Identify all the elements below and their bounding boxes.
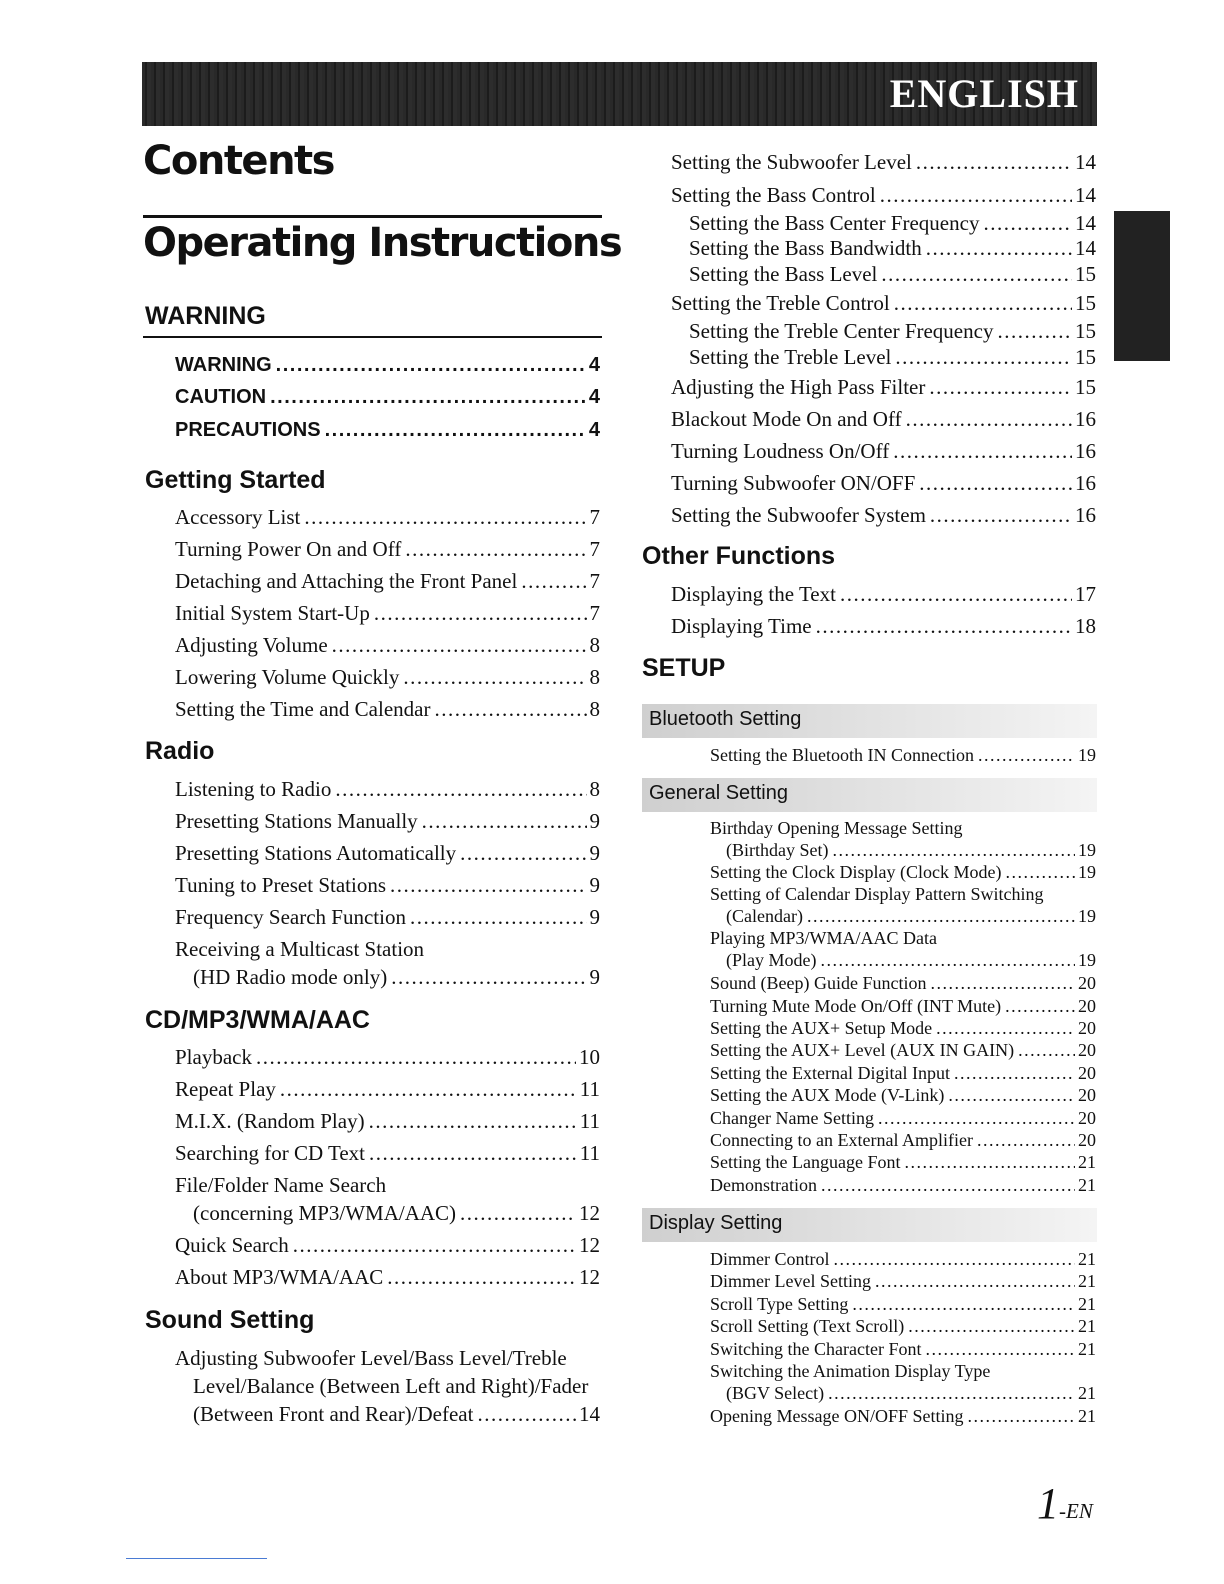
toc-entry[interactable]: Setting the AUX Mode (V-Link) ..... 20 — [710, 1085, 1096, 1106]
toc-entry[interactable]: Setting the Time and Calendar ..... 8 — [175, 697, 600, 722]
toc-entry-lead[interactable]: Adjusting Subwoofer Level/Bass Level/Treble — [175, 1346, 567, 1370]
section-other-functions: Other Functions — [642, 542, 836, 570]
display-setting-title: Display Setting — [649, 1212, 783, 1234]
section-radio: Radio — [145, 737, 215, 765]
toc-entry[interactable]: Setting the External Digital Input ..... 20 — [710, 1063, 1096, 1084]
toc-entry[interactable]: Setting the Treble Center Frequency ..... 15 — [671, 319, 1096, 344]
toc-entry[interactable]: CAUTION ..... 4 — [175, 386, 600, 409]
toc-entry[interactable]: Setting the Language Font ..... 21 — [710, 1152, 1096, 1173]
toc-entry[interactable]: (HD Radio mode only) ..... 9 — [175, 965, 600, 990]
toc-entry[interactable]: Demonstration ..... 21 — [710, 1175, 1096, 1196]
bluetooth-setting-bar — [642, 704, 1097, 738]
toc-entry[interactable]: Turning Subwoofer ON/OFF ..... 16 — [671, 471, 1096, 496]
toc-entry[interactable]: (Play Mode) ..... 19 — [710, 950, 1096, 971]
operating-instructions-heading: Operating Instructions — [143, 220, 622, 266]
toc-entry[interactable]: Lowering Volume Quickly ..... 8 — [175, 665, 600, 690]
toc-entry-lead[interactable]: Receiving a Multicast Station — [175, 937, 425, 961]
toc-entry[interactable]: Dimmer Control ..... 21 — [710, 1249, 1096, 1270]
toc-entry[interactable]: Turning Power On and Off ..... 7 — [175, 537, 600, 562]
toc-entry[interactable]: (Calendar) ..... 19 — [710, 906, 1096, 927]
toc-entry[interactable]: Playback ..... 10 — [175, 1045, 600, 1070]
footer-line — [126, 1558, 267, 1559]
toc-entry[interactable]: Connecting to an External Amplifier ..... 20 — [710, 1130, 1096, 1151]
toc-entry[interactable]: Changer Name Setting ..... 20 — [710, 1108, 1096, 1129]
toc-entry-lead[interactable]: Birthday Opening Message Setting — [710, 818, 963, 838]
toc-entry-lead[interactable]: Setting of Calendar Display Pattern Switching — [710, 884, 1044, 904]
toc-entry[interactable]: Setting the Bluetooth IN Connection ..... 19 — [710, 745, 1096, 766]
toc-entry[interactable]: Adjusting the High Pass Filter ..... 15 — [671, 375, 1096, 400]
toc-entry[interactable]: Scroll Type Setting ..... 21 — [710, 1294, 1096, 1315]
toc-entry[interactable]: Displaying the Text ..... 17 — [671, 582, 1096, 607]
toc-entry[interactable]: Turning Loudness On/Off ..... 16 — [671, 439, 1096, 464]
toc-entry[interactable]: PRECAUTIONS ..... 4 — [175, 419, 600, 442]
toc-entry[interactable]: Dimmer Level Setting ..... 21 — [710, 1271, 1096, 1292]
toc-entry[interactable]: Adjusting Volume ..... 8 — [175, 633, 600, 658]
toc-entry[interactable]: Setting the Bass Level ..... 15 — [671, 262, 1096, 287]
warning-rule — [143, 336, 602, 338]
section-getting-started: Getting Started — [145, 466, 326, 494]
toc-entry[interactable]: Quick Search ..... 12 — [175, 1233, 600, 1258]
language-label: ENGLISH — [889, 71, 1079, 116]
bluetooth-setting-title: Bluetooth Setting — [649, 708, 802, 730]
toc-entry[interactable]: About MP3/WMA/AAC ..... 12 — [175, 1265, 600, 1290]
toc-entry[interactable]: Setting the Subwoofer System ..... 16 — [671, 503, 1096, 528]
section-warning: WARNING — [145, 302, 266, 330]
toc-entry[interactable]: Setting the Subwoofer Level ..... 14 — [671, 150, 1096, 175]
general-setting-title: General Setting — [649, 782, 788, 804]
toc-entry[interactable]: Turning Mute Mode On/Off (INT Mute) ..... 20 — [710, 996, 1096, 1017]
toc-entry[interactable]: Setting the Bass Bandwidth ..... 14 — [671, 236, 1096, 261]
contents-heading: Contents — [143, 138, 334, 184]
toc-entry[interactable]: Blackout Mode On and Off ..... 16 — [671, 407, 1096, 432]
toc-entry[interactable]: Setting the AUX+ Level (AUX IN GAIN) ..... 20 — [710, 1040, 1096, 1061]
toc-entry[interactable]: M.I.X. (Random Play) ..... 11 — [175, 1109, 600, 1134]
toc-entry[interactable]: Opening Message ON/OFF Setting ..... 21 — [710, 1406, 1096, 1427]
toc-entry[interactable]: (Birthday Set) ..... 19 — [710, 840, 1096, 861]
toc-entry[interactable]: Setting the Bass Control ..... 14 — [671, 183, 1096, 208]
toc-entry[interactable]: Presetting Stations Manually ..... 9 — [175, 809, 600, 834]
toc-entry-lead[interactable]: Switching the Animation Display Type — [710, 1361, 991, 1381]
page-number: 1-EN — [1037, 1479, 1093, 1528]
toc-entry[interactable]: Presetting Stations Automatically ..... 9 — [175, 841, 600, 866]
toc-entry[interactable]: Accessory List ..... 7 — [175, 505, 600, 530]
toc-entry[interactable]: Detaching and Attaching the Front Panel ..... 7 — [175, 569, 600, 594]
general-setting-bar — [642, 778, 1097, 812]
toc-entry[interactable]: Initial System Start-Up ..... 7 — [175, 601, 600, 626]
toc-entry[interactable]: Frequency Search Function ..... 9 — [175, 905, 600, 930]
toc-entry[interactable]: Sound (Beep) Guide Function ..... 20 — [710, 973, 1096, 994]
section-setup: SETUP — [642, 654, 726, 682]
toc-entry[interactable]: Setting the Treble Level ..... 15 — [671, 345, 1096, 370]
toc-entry[interactable]: Tuning to Preset Stations ..... 9 — [175, 873, 600, 898]
toc-entry[interactable]: Setting the Treble Control ..... 15 — [671, 291, 1096, 316]
section-cd: CD/MP3/WMA/AAC — [145, 1006, 370, 1034]
toc-entry-lead[interactable]: Level/Balance (Between Left and Right)/Fader — [193, 1374, 589, 1398]
toc-entry[interactable]: Setting the AUX+ Setup Mode ..... 20 — [710, 1018, 1096, 1039]
toc-entry[interactable]: Switching the Character Font ..... 21 — [710, 1339, 1096, 1360]
toc-entry[interactable]: WARNING ..... 4 — [175, 354, 600, 377]
toc-entry-lead[interactable]: File/Folder Name Search — [175, 1173, 387, 1197]
toc-entry-lead[interactable]: Playing MP3/WMA/AAC Data — [710, 928, 937, 948]
toc-entry[interactable]: (BGV Select) ..... 21 — [710, 1383, 1096, 1404]
heading-rule — [143, 215, 602, 218]
toc-entry[interactable]: Setting the Clock Display (Clock Mode) ..... 19 — [710, 862, 1096, 883]
section-sound: Sound Setting — [145, 1306, 315, 1334]
section-thumb-tab — [1114, 211, 1170, 361]
toc-entry[interactable]: (concerning MP3/WMA/AAC) ..... 12 — [175, 1201, 600, 1226]
toc-entry[interactable]: Setting the Bass Center Frequency ..... 14 — [671, 211, 1096, 236]
toc-entry[interactable]: Searching for CD Text ..... 11 — [175, 1141, 600, 1166]
toc-entry[interactable]: Listening to Radio ..... 8 — [175, 777, 600, 802]
toc-entry[interactable]: Repeat Play ..... 11 — [175, 1077, 600, 1102]
display-setting-bar — [642, 1208, 1097, 1242]
language-banner — [142, 62, 1097, 126]
toc-entry[interactable]: (Between Front and Rear)/Defeat ..... 14 — [175, 1402, 600, 1427]
toc-entry[interactable]: Scroll Setting (Text Scroll) ..... 21 — [710, 1316, 1096, 1337]
toc-entry[interactable]: Displaying Time ..... 18 — [671, 614, 1096, 639]
